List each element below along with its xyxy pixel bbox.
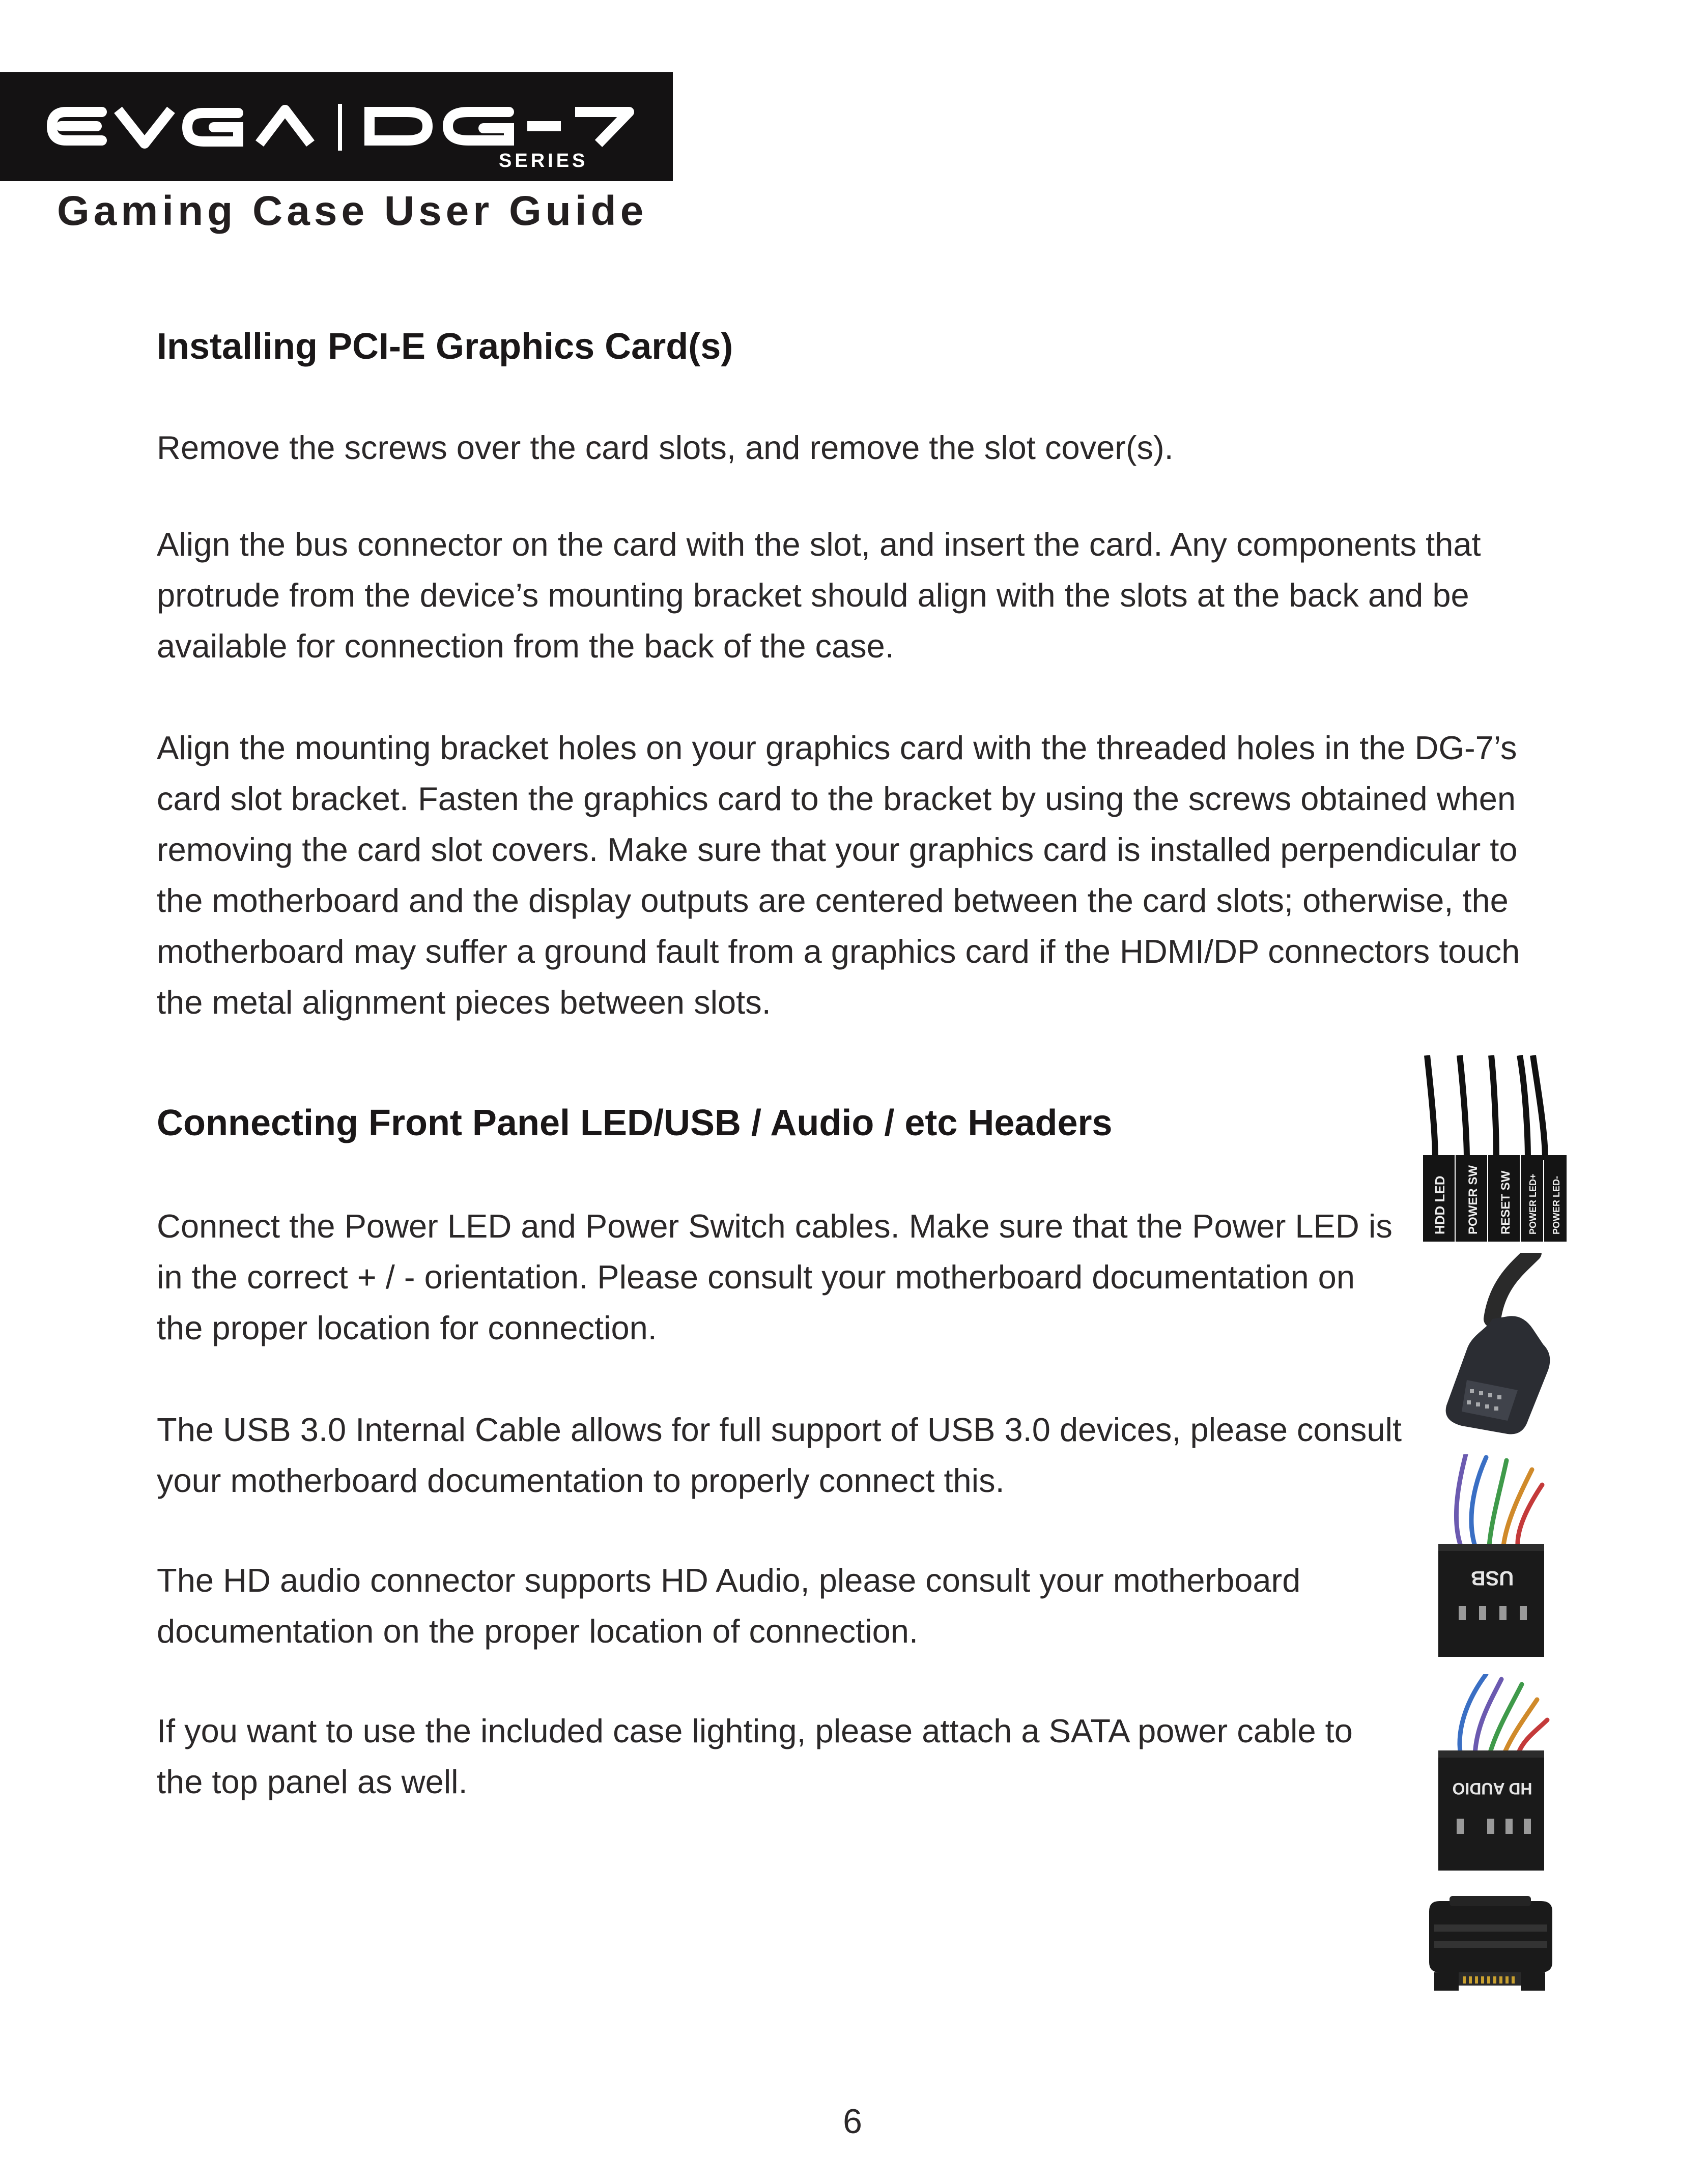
logo-dash xyxy=(527,121,561,131)
label-power-sw: POWER SW xyxy=(1466,1165,1480,1234)
logo-divider xyxy=(338,104,342,151)
label-hd-audio: HD AUDIO xyxy=(1452,1779,1532,1798)
logo-letter-e xyxy=(52,112,102,140)
label-hdd-led: HDD LED xyxy=(1432,1175,1447,1234)
logo-series-text: SERIES xyxy=(499,150,588,171)
logo-graphic xyxy=(0,72,673,181)
paragraph-usb3: The USB 3.0 Internal Cable allows for full support of USB 3.0 devices, please consult your motherboard documentation to properly connect this. xyxy=(157,1411,1402,1499)
section-heading-pcie: Installing PCI-E Graphics Card(s) xyxy=(157,326,733,367)
paragraph-align-bus: Align the bus connector on the card with the slot, and insert the card. Any components that protrude from the device’s mounting bracket should align with the slots at the back and be available for connection from the back of the case. xyxy=(157,526,1481,665)
label-usb: USB xyxy=(1470,1567,1514,1589)
label-power-led-plus: POWER LED+ xyxy=(1528,1173,1538,1234)
usb3-internal-connector-photo xyxy=(1431,1253,1553,1436)
hd-audio-header-photo xyxy=(1430,1674,1552,1873)
logo-digit-7 xyxy=(575,112,629,143)
sata-power-connector-photo xyxy=(1419,1896,1562,1993)
paragraph-power-led: Connect the Power LED and Power Switch cables. Make sure that the Power LED is in the correct + / - orientation. Please consult your motherboard documentation on the proper location for connection. xyxy=(157,1208,1393,1346)
logo-letter-d xyxy=(370,112,428,140)
logo-letter-g xyxy=(187,113,238,141)
label-reset-sw: RESET SW xyxy=(1499,1170,1513,1234)
logo-letter-g2 xyxy=(448,112,509,140)
section-heading-front-panel: Connecting Front Panel LED/USB / Audio / etc Headers xyxy=(157,1103,1113,1143)
paragraph-sata-lighting: If you want to use the included case lighting, please attach a SATA power cable to the top panel as well. xyxy=(157,1712,1353,1800)
label-power-led-minus: POWER LED- xyxy=(1551,1176,1561,1234)
evga-dg7-logo xyxy=(0,72,673,181)
paragraph-hd-audio: The HD audio connector supports HD Audio, please consult your motherboard documentation on the proper location of connection. xyxy=(157,1562,1301,1650)
paragraph-mounting-bracket: Align the mounting bracket holes on your graphics card with the threaded holes in the DG-7’s card slot bracket. Fasten the graphics card to the bracket by using the screws obtained when removing the card slot covers. Make sure that your graphics card is installed perpendicular to the motherboard and the display outputs are centered between the card slots; otherwise, the motherboard may suffer a ground fault from a graphics card if the HDMI/DP connectors touch the metal alignment pieces between slots. xyxy=(157,729,1520,1021)
front-panel-connectors-photo xyxy=(1420,1053,1568,1242)
guide-title: Gaming Case User Guide xyxy=(57,188,648,234)
paragraph-remove-screws: Remove the screws over the card slots, and remove the slot cover(s). xyxy=(157,429,1174,466)
logo-letter-a xyxy=(260,110,310,143)
page-number: 6 xyxy=(843,2102,862,2141)
usb2-header-photo xyxy=(1430,1454,1552,1658)
logo-letter-v xyxy=(118,110,171,143)
